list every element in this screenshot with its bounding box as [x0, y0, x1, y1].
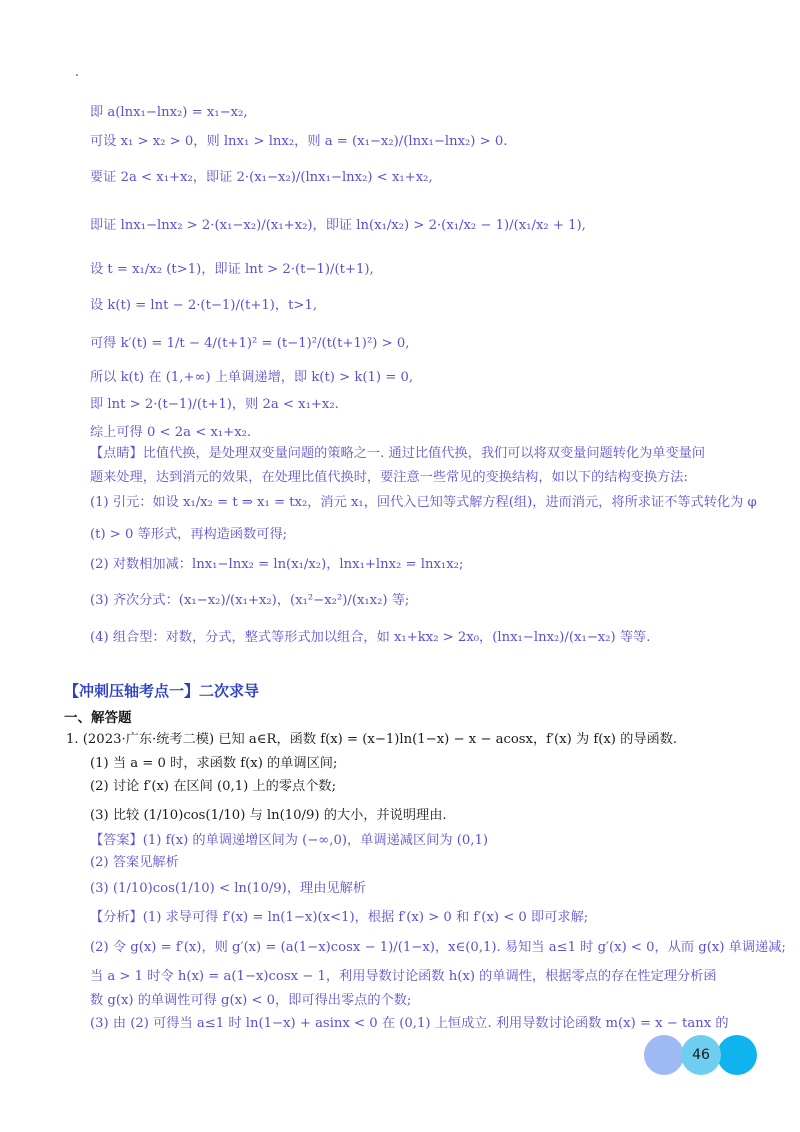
- problem-statement: 1. (2023·广东·统考二模) 已知 a∈R，函数 f(x) = (x−1)ln(1−x) − x − acosx，f′(x) 为 f(x) 的导函数.: [66, 732, 678, 747]
- solution-line: 可得 k′(t) = 1/t − 4/(t+1)² = (t−1)²/(t(t+1)²) > 0,: [90, 336, 410, 351]
- tip-line: (1) 引元：如设 x₁/x₂ = t ⇒ x₁ = tx₂，消元 x₁，回代入已知等式解方程(组)，进而消元，将所求证不等式转化为 φ: [90, 495, 757, 510]
- problem-part: (3) 比较 (1/10)cos(1/10) 与 ln(10/9) 的大小，并说明理由.: [90, 808, 447, 823]
- solution-line: 设 k(t) = lnt − 2·(t−1)/(t+1)，t>1,: [90, 298, 318, 313]
- solution-line: 即 lnt > 2·(t−1)/(t+1)，则 2a < x₁+x₂.: [90, 397, 339, 412]
- analysis-line: (2) 令 g(x) = f′(x)，则 g′(x) = (a(1−x)cosx − 1)/(1−x)，x∈(0,1). 易知当 a≤1 时 g′(x) < 0，从而 g(x) 单调递减;: [90, 940, 786, 955]
- solution-line: 设 t = x₁/x₂ (t>1)，即证 lnt > 2·(t−1)/(t+1),: [90, 262, 374, 277]
- page-number: 46: [692, 1047, 710, 1063]
- analysis-line: (3) 由 (2) 可得当 a≤1 时 ln(1−x) + asinx < 0 在 (0,1) 上恒成立. 利用导数讨论函数 m(x) = x − tanx 的: [90, 1016, 729, 1031]
- page-dot-mark: [76, 74, 78, 76]
- tip-line: (4) 组合型：对数，分式，整式等形式加以组合，如 x₁+kx₂ > 2x₀，(lnx₁−lnx₂)/(x₁−x₂) 等等.: [90, 630, 651, 645]
- section-heading: 【冲刺压轴考点一】二次求导: [64, 682, 260, 700]
- tip-line: (t) > 0 等形式，再构造函数可得;: [90, 527, 288, 542]
- tip-line: 题来处理，达到消元的效果，在处理比值代换时，要注意一些常见的变换结构，如以下的结构变换方法:: [90, 470, 688, 485]
- analysis-line: 当 a > 1 时令 h(x) = a(1−x)cosx − 1，利用导数讨论函数 h(x) 的单调性，根据零点的存在性定理分析函: [90, 969, 717, 984]
- tip-line: (3) 齐次分式：(x₁−x₂)/(x₁+x₂)，(x₁²−x₂²)/(x₁x₂) 等;: [90, 593, 410, 608]
- page-number-badge: [644, 1034, 760, 1076]
- analysis-line: 数 g(x) 的单调性可得 g(x) < 0，即可得出零点的个数;: [90, 993, 412, 1008]
- solution-line: 即证 lnx₁−lnx₂ > 2·(x₁−x₂)/(x₁+x₂)，即证 ln(x₁/x₂) > 2·(x₁/x₂ − 1)/(x₁/x₂ + 1),: [90, 218, 586, 233]
- solution-line: 可设 x₁ > x₂ > 0，则 lnx₁ > lnx₂，则 a = (x₁−x₂)/(lnx₁−lnx₂) > 0.: [90, 134, 508, 149]
- solution-line: 即 a(lnx₁−lnx₂) = x₁−x₂,: [90, 105, 248, 120]
- answer-line: 【答案】(1) f(x) 的单调递增区间为 (−∞,0)，单调递减区间为 (0,1): [90, 833, 488, 848]
- answer-line: (3) (1/10)cos(1/10) < ln(10/9)，理由见解析: [90, 881, 366, 896]
- subsection-heading: 一、解答题: [64, 710, 132, 726]
- bubble-decoration: [644, 1035, 684, 1075]
- answer-line: (2) 答案见解析: [90, 855, 179, 870]
- solution-line: 综上可得 0 < 2a < x₁+x₂.: [90, 425, 252, 440]
- solution-line: 要证 2a < x₁+x₂，即证 2·(x₁−x₂)/(lnx₁−lnx₂) < x₁+x₂,: [90, 170, 433, 185]
- tip-line: (2) 对数相加减：lnx₁−lnx₂ = ln(x₁/x₂)，lnx₁+lnx₂ = lnx₁x₂;: [90, 557, 464, 572]
- solution-line: 所以 k(t) 在 (1,+∞) 上单调递增，即 k(t) > k(1) = 0,: [90, 370, 414, 385]
- bubble-decoration: [717, 1035, 757, 1075]
- problem-part: (1) 当 a = 0 时，求函数 f(x) 的单调区间;: [90, 756, 338, 771]
- tip-line: 【点睛】比值代换，是处理双变量问题的策略之一. 通过比值代换，我们可以将双变量问题转化为单变量问: [90, 446, 706, 461]
- problem-part: (2) 讨论 f′(x) 在区间 (0,1) 上的零点个数;: [90, 779, 337, 794]
- analysis-line: 【分析】(1) 求导可得 f′(x) = ln(1−x)(x<1)，根据 f′(x) > 0 和 f′(x) < 0 即可求解;: [90, 910, 589, 925]
